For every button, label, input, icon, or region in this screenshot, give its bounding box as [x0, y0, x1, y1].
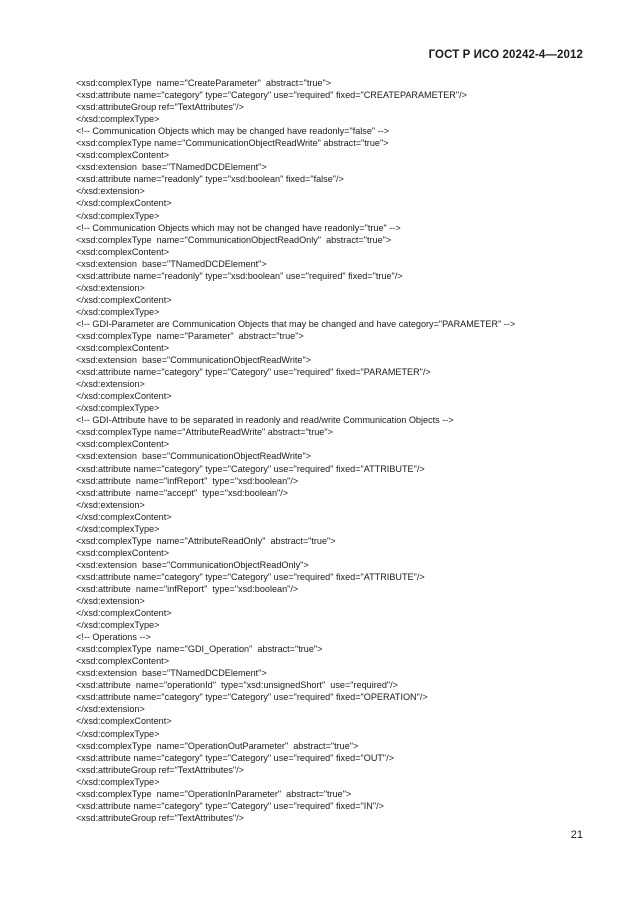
- code-line: </xsd:complexType>: [76, 210, 160, 221]
- code-line: <xsd:attribute name="category" type="Category" use="required" fixed="IN"/>: [76, 800, 384, 811]
- code-line: </xsd:extension>: [76, 379, 145, 390]
- code-line: </xsd:extension>: [76, 704, 145, 715]
- code-line: <xsd:attribute name="category" type="Category" use="required" fixed="OUT"/>: [76, 752, 395, 763]
- code-line: <!-- Communication Objects which may not be changed have readonly="true" -->: [76, 222, 401, 233]
- code-line: <xsd:attributeGroup ref="TextAttributes"/>: [76, 764, 244, 775]
- code-line: <!-- Operations -->: [76, 632, 151, 643]
- code-line: <!-- GDI-Attribute have to be separated in readonly and read/write Communication Objects -->: [76, 415, 454, 426]
- code-line: <xsd:extension base="CommunicationObjectReadOnly">: [76, 559, 309, 570]
- code-line: </xsd:extension>: [76, 282, 145, 293]
- code-line: </xsd:complexType>: [76, 523, 160, 534]
- xsd-code-block: [76, 77, 515, 824]
- code-line: <xsd:extension base="CommunicationObjectReadWrite">: [76, 355, 312, 366]
- code-line: </xsd:complexType>: [76, 306, 160, 317]
- code-line: </xsd:complexType>: [76, 403, 160, 414]
- code-line: </xsd:complexContent>: [76, 608, 172, 619]
- code-line: </xsd:extension>: [76, 186, 145, 197]
- code-line: <xsd:complexType name="Parameter" abstract="true">: [76, 330, 304, 341]
- code-line: <xsd:attribute name="category" type="Category" use="required" fixed="OPERATION"/>: [76, 692, 428, 703]
- code-line: <xsd:complexType name="OperationInParameter" abstract="true">: [76, 788, 352, 799]
- code-line: <xsd:attributeGroup ref="TextAttributes"/>: [76, 812, 244, 823]
- page-number: 21: [570, 829, 583, 841]
- code-line: <xsd:attribute name="category" type="Category" use="required" fixed="CREATEPARAMETER"/>: [76, 90, 467, 101]
- code-line: <xsd:complexContent>: [76, 547, 170, 558]
- code-line: <xsd:complexType name="CreateParameter" abstract="true">: [76, 78, 332, 88]
- code-line: <xsd:complexType name="CommunicationObjectReadOnly" abstract="true">: [76, 234, 392, 245]
- code-line: </xsd:extension>: [76, 596, 145, 607]
- code-line: <xsd:attribute name="category" type="Category" use="required" fixed="ATTRIBUTE"/>: [76, 571, 425, 582]
- code-line: <xsd:attribute name="operationId" type="xsd:unsignedShort" use="required"/>: [76, 680, 398, 691]
- code-line: </xsd:complexType>: [76, 728, 160, 739]
- code-line: <xsd:extension base="CommunicationObjectReadWrite">: [76, 451, 312, 462]
- code-line: <xsd:attributeGroup ref="TextAttributes"/>: [76, 102, 244, 113]
- code-line: <!-- Communication Objects which may be changed have readonly="false" -->: [76, 126, 390, 137]
- code-line: <!-- GDI-Parameter are Communication Objects that may be changed and have category="PARAMETER" -->: [76, 318, 516, 329]
- code-line: <xsd:attribute name="category" type="Category" use="required" fixed="PARAMETER"/>: [76, 367, 431, 378]
- code-line: <xsd:complexType name="OperationOutParameter" abstract="true">: [76, 740, 359, 751]
- code-line: </xsd:complexType>: [76, 620, 160, 631]
- code-line: <xsd:attribute name="category" type="Category" use="required" fixed="ATTRIBUTE"/>: [76, 463, 425, 474]
- code-line: <xsd:complexContent>: [76, 439, 170, 450]
- code-line: <xsd:extension base="TNamedDCDElement">: [76, 162, 267, 173]
- code-line: <xsd:attribute name="readonly" type="xsd:boolean" fixed="false"/>: [76, 174, 344, 185]
- code-line: <xsd:complexContent>: [76, 656, 170, 667]
- code-line: <xsd:complexType name="CommunicationObjectReadWrite" abstract="true">: [76, 138, 389, 149]
- code-line: <xsd:attribute name="infReport" type="xsd:boolean"/>: [76, 475, 299, 486]
- code-line: </xsd:complexType>: [76, 114, 160, 125]
- code-line: <xsd:complexContent>: [76, 150, 170, 161]
- page-header-standard-number: ГОСТ Р ИСО 20242-4—2012: [428, 49, 583, 61]
- code-line: </xsd:complexContent>: [76, 716, 172, 727]
- code-line: <xsd:complexType name="AttributeReadWrite" abstract="true">: [76, 427, 333, 438]
- code-line: <xsd:complexContent>: [76, 343, 170, 354]
- code-line: </xsd:complexContent>: [76, 511, 172, 522]
- code-line: <xsd:attribute name="readonly" type="xsd:boolean" use="required" fixed="true"/>: [76, 270, 403, 281]
- code-line: </xsd:complexContent>: [76, 391, 172, 402]
- code-line: <xsd:complexType name="AttributeReadOnly" abstract="true">: [76, 535, 336, 546]
- code-line: </xsd:extension>: [76, 499, 145, 510]
- code-line: <xsd:complexContent>: [76, 246, 170, 257]
- code-line: <xsd:extension base="TNamedDCDElement">: [76, 258, 267, 269]
- code-line: </xsd:complexContent>: [76, 198, 172, 209]
- code-line: <xsd:attribute name="accept" type="xsd:boolean"/>: [76, 487, 289, 498]
- code-line: <xsd:complexType name="GDI_Operation" abstract="true">: [76, 644, 323, 655]
- code-line: </xsd:complexContent>: [76, 294, 172, 305]
- code-line: <xsd:attribute name="infReport" type="xsd:boolean"/>: [76, 583, 299, 594]
- code-line: </xsd:complexType>: [76, 776, 160, 787]
- code-line: <xsd:extension base="TNamedDCDElement">: [76, 668, 267, 679]
